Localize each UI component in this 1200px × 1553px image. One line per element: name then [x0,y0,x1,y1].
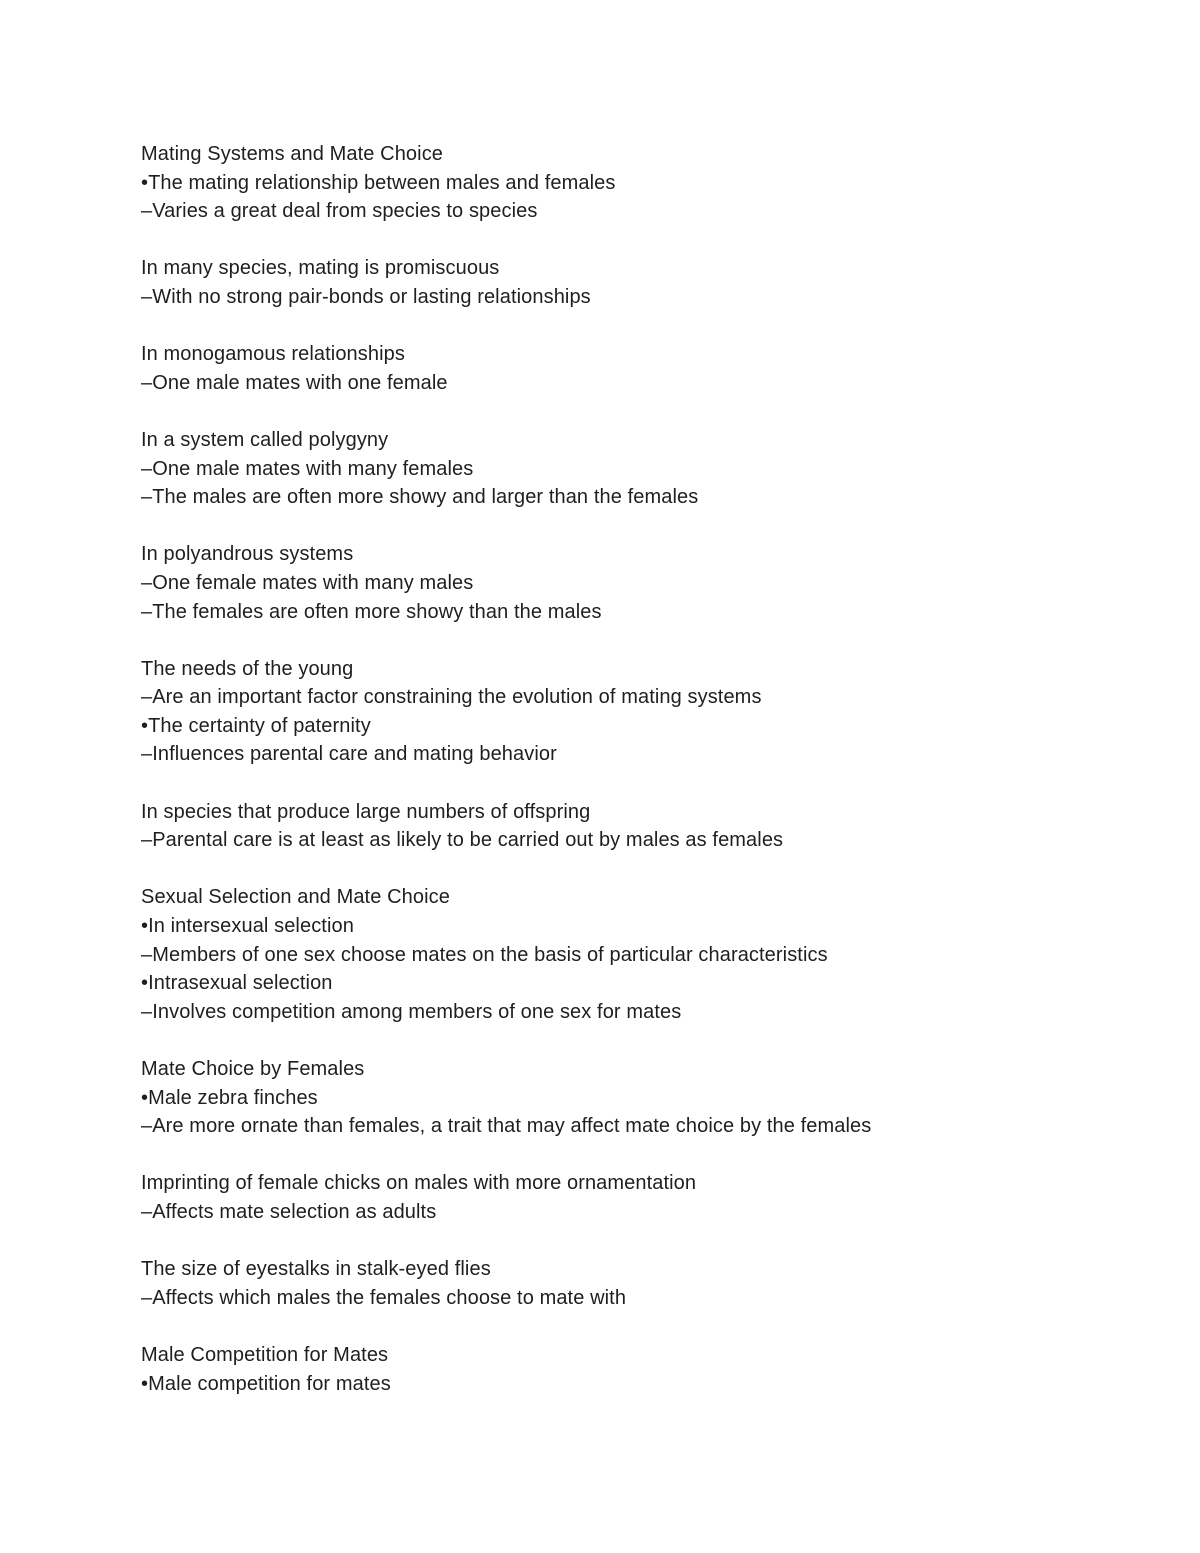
block-line: •The certainty of paternity [141,714,371,737]
paragraph-gap [141,312,1141,341]
block-heading: The size of eyestalks in stalk-eyed flies [141,1258,491,1281]
block-heading: In species that produce large numbers of offspring [141,800,591,823]
block-heading: Sexual Selection and Mate Choice [141,886,450,909]
paragraph-gap [141,855,1141,884]
block-line: –Influences parental care and mating behavior [141,743,557,766]
block-heading: Imprinting of female chicks on males with more ornamentation [141,1172,697,1195]
block-heading: In polyandrous systems [141,543,354,566]
block-line: –The males are often more showy and larger than the females [141,486,699,509]
block-line: •Male zebra finches [141,1086,318,1109]
block-line: –Are an important factor constraining the evolution of mating systems [141,686,762,709]
block-line: –Parental care is at least as likely to be carried out by males as females [141,829,784,852]
block-line: –Involves competition among members of one sex for mates [141,1000,682,1023]
block-line: •In intersexual selection [141,915,354,938]
block-heading: Mate Choice by Females [141,1058,365,1080]
block-line: –Affects mate selection as adults [141,1200,437,1223]
block-line: –One male mates with many females [141,457,474,480]
block-line: –One male mates with one female [141,371,448,394]
block-heading: Mating Systems and Mate Choice [141,143,444,165]
block-line: –Affects which males the females choose to mate with [141,1286,627,1309]
block-line: –With no strong pair-bonds or lasting relationships [141,285,591,308]
paragraph-gap [141,1026,1141,1055]
block-line: –Varies a great deal from species to species [141,200,538,223]
block-line: •Male competition for mates [141,1372,391,1395]
block-heading: Male Competition for Mates [141,1343,389,1366]
block-line: –The females are often more showy than the males [141,600,602,623]
block-heading: In monogamous relationships [141,343,405,366]
paragraph-gap [141,1227,1141,1256]
block-line: •Intrasexual selection [141,972,333,995]
paragraph-gap [141,626,1141,655]
block-line: •The mating relationship between males and females [141,171,616,194]
paragraph-gap [141,769,1141,798]
block-heading: The needs of the young [141,657,354,680]
paragraph-gap [141,512,1141,541]
block-line: –Are more ornate than females, a trait that may affect mate choice by the females [141,1115,872,1138]
block-heading: In many species, mating is promiscuous [141,257,500,280]
block-line: –One female mates with many males [141,571,474,594]
paragraph-gap [141,397,1141,426]
block-line: –Members of one sex choose mates on the basis of particular characteristics [141,943,828,966]
paragraph-gap [141,1141,1141,1170]
paragraph-gap [141,1312,1141,1341]
paragraph-gap [141,226,1141,255]
document-body [141,140,1141,1398]
block-heading: In a system called polygyny [141,428,389,451]
